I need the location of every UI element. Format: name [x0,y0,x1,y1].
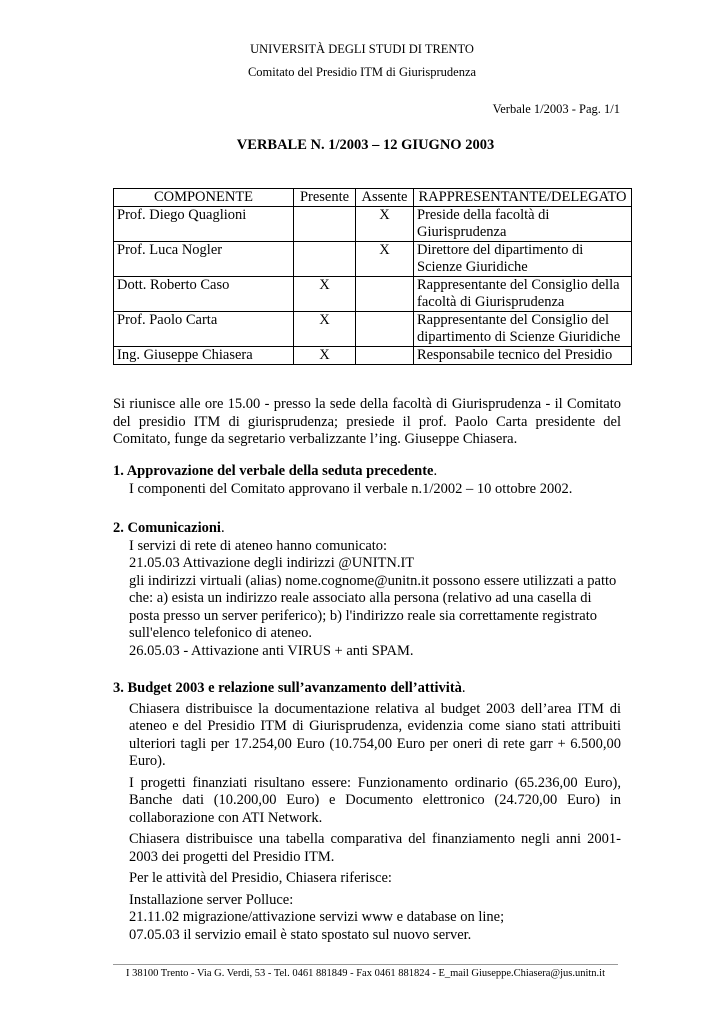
col-header-rappresentante: RAPPRESENTANTE/DELEGATO [414,189,632,207]
present-mark [294,242,356,277]
committee-header: Comitato del Presidio ITM di Giurisprudenza [247,65,477,79]
section-1: 1. Approvazione del verbale della seduta precedente. I componenti del Comitato approvano il verbale n.1/2002 – 10 ottobre 2002. [113,463,621,498]
section-3: 3. Budget 2003 e relazione sull’avanzamento dell’attività. Chiasera distribuisce la documentazione relativa al budget 2003 dell’area ITM di ateneo e del Presidio ITM di Giurisprudenza, evidenzia come siano stati attribuiti ulteriori tagli per 17.254,00 Euro (10.754,00 Euro per oneri di rete garr + 6.500,00 Euro). I progetti finanziati risultano essere: Funzionamento ordinario (65.236,00 Euro), Banche dati (10.200,00 Euro) e Documento elettronico (24.720,00 Euro) in collaborazione con ATI Network. Chiasera distribuisce una tabella comparativa del finanziamento negli anni 2001-2003 dei progetti del Presidio ITM. Per le attività del Presidio, Chiasera riferisce: Installazione server Polluce: 21.11.02 migrazione/attivazione servizi www e database on line; 07.05.03 il servizio email è stato spostato sul nuovo server. [113,680,621,943]
member-name: Prof. Paolo Carta [114,312,294,347]
section-3-heading: 3. Budget 2003 e relazione sull’avanzamento dell’attività [113,680,462,696]
intro-paragraph: Si riunisce alle ore 15.00 - presso la sede della facoltà di Giurisprudenza - il Comitato del presidio ITM di giurisprudenza; presiede il prof. Paolo Carta presidente del Comitato, funge da segretario verbalizzante l’ing. Giuseppe Chiasera. [113,396,621,447]
member-name: Dott. Roberto Caso [114,277,294,312]
member-role: Responsabile tecnico del Presidio [414,347,632,365]
present-mark: X [294,277,356,312]
table-row [114,207,632,242]
attendance-header-row [114,189,632,207]
install-line: Installazione server Polluce: [129,891,294,908]
activities-paragraph: Per le attività del Presidio, Chiasera riferisce: [129,870,392,886]
present-mark: X [294,347,356,365]
comm-line: 21.05.03 Attivazione degli indirizzi @UNITN.IT [129,555,415,571]
install-line: 07.05.03 il servizio email è stato spostato sul nuovo server. [129,926,472,943]
comm-line: 26.05.03 - Attivazione anti VIRUS + anti SPAM. [129,642,414,659]
col-header-presente: Presente [294,189,356,207]
table-row [114,277,632,312]
footer-contact: I 38100 Trento - Via G. Verdi, 53 - Tel. 0461 881849 - Fax 0461 881824 - E_mail Giuseppe.Chiasera@jus.unitn.it [125,968,606,979]
comm-line: gli indirizzi virtuali (alias) nome.cognome@unitn.it possono essere utilizzati a patto che: a) esista un indirizzo reale associato alla persona (relativo ad una casella di posta presso un server periferico); b) l'indirizzo reale sia correttamente registrato sull'elenco telefonico di ateneo. [129,572,617,641]
footer-divider [113,964,618,965]
budget-paragraph: Chiasera distribuisce la documentazione relativa al budget 2003 dell’area ITM di ateneo e del Presidio ITM di Giurisprudenza, evidenzia come siano stati attribuiti ulteriori tagli per 17.254,00 Euro (10.754,00 Euro per oneri di rete garr + 6.500,00 Euro). [129,700,621,769]
section-1-text: I componenti del Comitato approvano il verbale n.1/2002 – 10 ottobre 2002. [129,480,573,497]
table-row [114,312,632,347]
col-header-componente: COMPONENTE [114,189,294,207]
table-row [114,347,632,365]
university-header: UNIVERSITÀ DEGLI STUDI DI TRENTO [250,42,474,56]
member-role: Rappresentante del Consiglio della facoltà di Giurisprudenza [414,277,632,312]
comparison-paragraph: Chiasera distribuisce una tabella comparativa del finanziamento negli anni 2001-2003 dei progetti del Presidio ITM. [129,831,621,865]
absent-mark [356,277,414,312]
member-role: Rappresentante del Consiglio del dipartimento di Scienze Giuridiche [414,312,632,347]
projects-paragraph: I progetti finanziati risultano essere: Funzionamento ordinario (65.236,00 Euro), Banche dati (10.200,00 Euro) e Documento elettronico (24.720,00 Euro) in collaborazione con ATI Network. [129,774,621,826]
section-2-heading: 2. Comunicazioni [113,520,221,536]
present-mark: X [294,312,356,347]
section-1-heading: 1. Approvazione del verbale della seduta precedente [113,463,434,479]
document-title: VERBALE N. 1/2003 – 12 GIUGNO 2003 [236,137,495,153]
page-reference: Verbale 1/2003 - Pag. 1/1 [492,102,620,116]
install-line: 21.11.02 migrazione/attivazione servizi www e database on line; [129,909,505,925]
table-row [114,242,632,277]
absent-mark: X [356,242,414,277]
member-role: Direttore del dipartimento di Scienze Giuridiche [414,242,632,277]
member-role: Preside della facoltà di Giurisprudenza [414,207,632,242]
absent-mark: X [356,207,414,242]
absent-mark [356,347,414,365]
member-name: Ing. Giuseppe Chiasera [114,347,294,365]
col-header-assente: Assente [356,189,414,207]
member-name: Prof. Diego Quaglioni [114,207,294,242]
attendance-table [113,188,632,365]
present-mark [294,207,356,242]
comm-line: I servizi di rete di ateneo hanno comunicato: [129,537,388,554]
absent-mark [356,312,414,347]
member-name: Prof. Luca Nogler [114,242,294,277]
section-2: 2. Comunicazioni. I servizi di rete di ateneo hanno comunicato: 21.05.03 Attivazione degli indirizzi @UNITN.IT gli indirizzi virtuali (alias) nome.cognome@unitn.it possono essere utilizzati a patto che: a) esista un indirizzo reale associato alla persona (relativo ad una casella di posta presso un server periferico); b) l'indirizzo reale sia correttamente registrato sull'elenco telefonico di ateneo. 26.05.03 - Attivazione anti VIRUS + anti SPAM. [113,520,621,660]
